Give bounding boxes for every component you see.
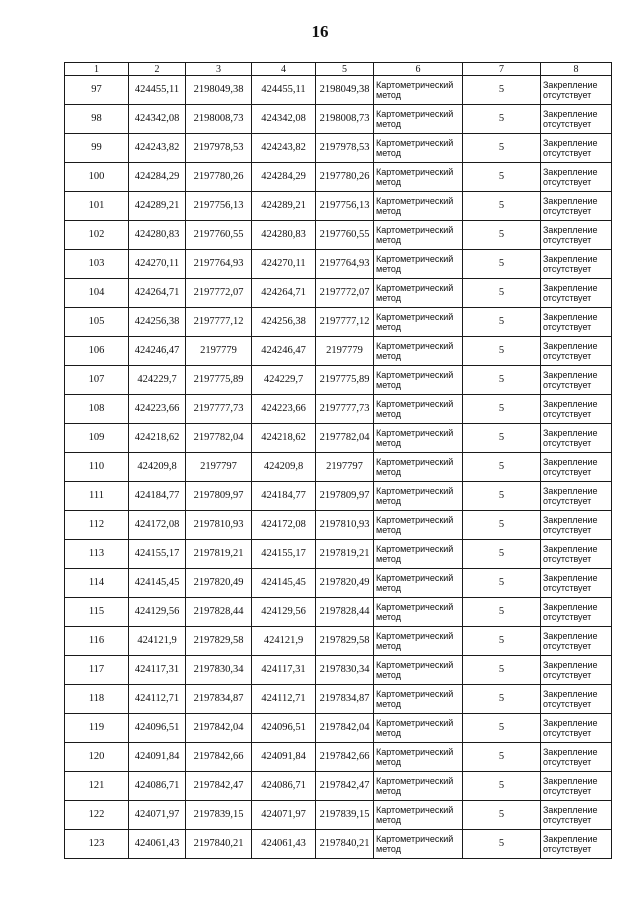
accuracy-cell: 5 <box>463 308 541 337</box>
x-coord-cell: 424455,11 <box>129 76 186 105</box>
x-coord-cell: 424145,45 <box>252 569 316 598</box>
method-cell: Картометрический метод <box>374 366 463 395</box>
table-row <box>65 163 612 192</box>
x-coord-cell: 424342,08 <box>129 105 186 134</box>
method-cell: Картометрический метод <box>374 105 463 134</box>
point-number-cell: 102 <box>65 221 129 250</box>
fixation-cell: Закрепление отсутствует <box>541 656 612 685</box>
x-coord-cell: 424086,71 <box>129 772 186 801</box>
x-coord-cell: 424223,66 <box>252 395 316 424</box>
x-coord-cell: 424218,62 <box>252 424 316 453</box>
fixation-cell: Закрепление отсутствует <box>541 482 612 511</box>
y-coord-cell: 2197810,93 <box>316 511 374 540</box>
table-row <box>65 395 612 424</box>
fixation-cell: Закрепление отсутствует <box>541 830 612 859</box>
point-number-cell: 99 <box>65 134 129 163</box>
table-row <box>65 656 612 685</box>
table-row <box>65 308 612 337</box>
x-coord-cell: 424209,8 <box>129 453 186 482</box>
point-number-cell: 123 <box>65 830 129 859</box>
fixation-cell: Закрепление отсутствует <box>541 743 612 772</box>
y-coord-cell: 2197772,07 <box>186 279 252 308</box>
x-coord-cell: 424061,43 <box>252 830 316 859</box>
method-cell: Картометрический метод <box>374 598 463 627</box>
method-cell: Картометрический метод <box>374 772 463 801</box>
y-coord-cell: 2197780,26 <box>186 163 252 192</box>
fixation-cell: Закрепление отсутствует <box>541 685 612 714</box>
method-cell: Картометрический метод <box>374 714 463 743</box>
table-row <box>65 627 612 656</box>
y-coord-cell: 2197842,66 <box>186 743 252 772</box>
x-coord-cell: 424223,66 <box>129 395 186 424</box>
fixation-cell: Закрепление отсутствует <box>541 453 612 482</box>
method-cell: Картометрический метод <box>374 656 463 685</box>
y-coord-cell: 2197772,07 <box>316 279 374 308</box>
method-cell: Картометрический метод <box>374 540 463 569</box>
accuracy-cell: 5 <box>463 76 541 105</box>
x-coord-cell: 424096,51 <box>252 714 316 743</box>
header-col-6: 6 <box>374 63 463 76</box>
point-number-cell: 104 <box>65 279 129 308</box>
y-coord-cell: 2197829,58 <box>186 627 252 656</box>
y-coord-cell: 2197842,47 <box>186 772 252 801</box>
x-coord-cell: 424280,83 <box>129 221 186 250</box>
y-coord-cell: 2197780,26 <box>316 163 374 192</box>
accuracy-cell: 5 <box>463 540 541 569</box>
fixation-cell: Закрепление отсутствует <box>541 192 612 221</box>
point-number-cell: 103 <box>65 250 129 279</box>
y-coord-cell: 2198008,73 <box>186 105 252 134</box>
x-coord-cell: 424243,82 <box>129 134 186 163</box>
y-coord-cell: 2197760,55 <box>186 221 252 250</box>
y-coord-cell: 2197842,04 <box>316 714 374 743</box>
point-number-cell: 114 <box>65 569 129 598</box>
accuracy-cell: 5 <box>463 192 541 221</box>
point-number-cell: 122 <box>65 801 129 830</box>
fixation-cell: Закрепление отсутствует <box>541 163 612 192</box>
method-cell: Картометрический метод <box>374 685 463 714</box>
point-number-cell: 106 <box>65 337 129 366</box>
y-coord-cell: 2197756,13 <box>186 192 252 221</box>
x-coord-cell: 424121,9 <box>129 627 186 656</box>
accuracy-cell: 5 <box>463 656 541 685</box>
y-coord-cell: 2197777,73 <box>186 395 252 424</box>
table-row <box>65 76 612 105</box>
point-number-cell: 105 <box>65 308 129 337</box>
method-cell: Картометрический метод <box>374 337 463 366</box>
table-row <box>65 511 612 540</box>
x-coord-cell: 424209,8 <box>252 453 316 482</box>
table-row <box>65 424 612 453</box>
fixation-cell: Закрепление отсутствует <box>541 801 612 830</box>
method-cell: Картометрический метод <box>374 279 463 308</box>
x-coord-cell: 424264,71 <box>129 279 186 308</box>
x-coord-cell: 424145,45 <box>129 569 186 598</box>
accuracy-cell: 5 <box>463 627 541 656</box>
table-row <box>65 482 612 511</box>
point-number-cell: 120 <box>65 743 129 772</box>
fixation-cell: Закрепление отсутствует <box>541 424 612 453</box>
y-coord-cell: 2197777,73 <box>316 395 374 424</box>
accuracy-cell: 5 <box>463 105 541 134</box>
header-row <box>65 63 612 76</box>
table-row <box>65 453 612 482</box>
y-coord-cell: 2197797 <box>316 453 374 482</box>
y-coord-cell: 2197839,15 <box>316 801 374 830</box>
x-coord-cell: 424121,9 <box>252 627 316 656</box>
x-coord-cell: 424091,84 <box>129 743 186 772</box>
fixation-cell: Закрепление отсутствует <box>541 511 612 540</box>
accuracy-cell: 5 <box>463 743 541 772</box>
y-coord-cell: 2198049,38 <box>186 76 252 105</box>
table-row <box>65 105 612 134</box>
x-coord-cell: 424229,7 <box>252 366 316 395</box>
x-coord-cell: 424061,43 <box>129 830 186 859</box>
table-row <box>65 540 612 569</box>
y-coord-cell: 2197830,34 <box>186 656 252 685</box>
y-coord-cell: 2198049,38 <box>316 76 374 105</box>
y-coord-cell: 2197834,87 <box>186 685 252 714</box>
fixation-cell: Закрепление отсутствует <box>541 627 612 656</box>
y-coord-cell: 2197978,53 <box>186 134 252 163</box>
x-coord-cell: 424096,51 <box>129 714 186 743</box>
table-row <box>65 279 612 308</box>
accuracy-cell: 5 <box>463 511 541 540</box>
point-number-cell: 100 <box>65 163 129 192</box>
accuracy-cell: 5 <box>463 685 541 714</box>
fixation-cell: Закрепление отсутствует <box>541 221 612 250</box>
table-row <box>65 221 612 250</box>
x-coord-cell: 424071,97 <box>129 801 186 830</box>
y-coord-cell: 2197777,12 <box>316 308 374 337</box>
x-coord-cell: 424172,08 <box>252 511 316 540</box>
x-coord-cell: 424071,97 <box>252 801 316 830</box>
header-col-4: 4 <box>252 63 316 76</box>
fixation-cell: Закрепление отсутствует <box>541 714 612 743</box>
header-col-7: 7 <box>463 63 541 76</box>
x-coord-cell: 424229,7 <box>129 366 186 395</box>
y-coord-cell: 2197819,21 <box>186 540 252 569</box>
y-coord-cell: 2197760,55 <box>316 221 374 250</box>
x-coord-cell: 424289,21 <box>129 192 186 221</box>
header-col-1: 1 <box>65 63 129 76</box>
y-coord-cell: 2197820,49 <box>316 569 374 598</box>
fixation-cell: Закрепление отсутствует <box>541 540 612 569</box>
fixation-cell: Закрепление отсутствует <box>541 337 612 366</box>
method-cell: Картометрический метод <box>374 482 463 511</box>
fixation-cell: Закрепление отсутствует <box>541 308 612 337</box>
y-coord-cell: 2197756,13 <box>316 192 374 221</box>
fixation-cell: Закрепление отсутствует <box>541 134 612 163</box>
y-coord-cell: 2197809,97 <box>186 482 252 511</box>
method-cell: Картометрический метод <box>374 308 463 337</box>
page-number: 16 <box>311 22 329 41</box>
y-coord-cell: 2197840,21 <box>316 830 374 859</box>
x-coord-cell: 424280,83 <box>252 221 316 250</box>
y-coord-cell: 2197775,89 <box>316 366 374 395</box>
fixation-cell: Закрепление отсутствует <box>541 76 612 105</box>
point-number-cell: 116 <box>65 627 129 656</box>
point-number-cell: 107 <box>65 366 129 395</box>
y-coord-cell: 2197820,49 <box>186 569 252 598</box>
y-coord-cell: 2197842,04 <box>186 714 252 743</box>
point-number-cell: 117 <box>65 656 129 685</box>
accuracy-cell: 5 <box>463 337 541 366</box>
x-coord-cell: 424270,11 <box>129 250 186 279</box>
x-coord-cell: 424256,38 <box>129 308 186 337</box>
point-number-cell: 118 <box>65 685 129 714</box>
accuracy-cell: 5 <box>463 598 541 627</box>
method-cell: Картометрический метод <box>374 76 463 105</box>
fixation-cell: Закрепление отсутствует <box>541 569 612 598</box>
y-coord-cell: 2197828,44 <box>316 598 374 627</box>
accuracy-cell: 5 <box>463 395 541 424</box>
y-coord-cell: 2197764,93 <box>316 250 374 279</box>
x-coord-cell: 424091,84 <box>252 743 316 772</box>
point-number-cell: 115 <box>65 598 129 627</box>
y-coord-cell: 2197829,58 <box>316 627 374 656</box>
point-number-cell: 121 <box>65 772 129 801</box>
table-body <box>65 76 612 859</box>
point-number-cell: 113 <box>65 540 129 569</box>
table-row <box>65 685 612 714</box>
table-header <box>65 63 612 76</box>
point-number-cell: 101 <box>65 192 129 221</box>
y-coord-cell: 2197782,04 <box>316 424 374 453</box>
y-coord-cell: 2197775,89 <box>186 366 252 395</box>
x-coord-cell: 424246,47 <box>129 337 186 366</box>
header-col-5: 5 <box>316 63 374 76</box>
accuracy-cell: 5 <box>463 772 541 801</box>
table-row <box>65 134 612 163</box>
x-coord-cell: 424218,62 <box>129 424 186 453</box>
point-number-cell: 119 <box>65 714 129 743</box>
accuracy-cell: 5 <box>463 163 541 192</box>
header-col-2: 2 <box>129 63 186 76</box>
method-cell: Картометрический метод <box>374 134 463 163</box>
method-cell: Картометрический метод <box>374 627 463 656</box>
x-coord-cell: 424342,08 <box>252 105 316 134</box>
accuracy-cell: 5 <box>463 221 541 250</box>
x-coord-cell: 424086,71 <box>252 772 316 801</box>
x-coord-cell: 424117,31 <box>129 656 186 685</box>
method-cell: Картометрический метод <box>374 395 463 424</box>
accuracy-cell: 5 <box>463 830 541 859</box>
accuracy-cell: 5 <box>463 714 541 743</box>
x-coord-cell: 424129,56 <box>129 598 186 627</box>
x-coord-cell: 424289,21 <box>252 192 316 221</box>
method-cell: Картометрический метод <box>374 221 463 250</box>
method-cell: Картометрический метод <box>374 830 463 859</box>
y-coord-cell: 2197828,44 <box>186 598 252 627</box>
fixation-cell: Закрепление отсутствует <box>541 772 612 801</box>
accuracy-cell: 5 <box>463 134 541 163</box>
point-number-cell: 97 <box>65 76 129 105</box>
table-row <box>65 250 612 279</box>
method-cell: Картометрический метод <box>374 569 463 598</box>
y-coord-cell: 2197840,21 <box>186 830 252 859</box>
x-coord-cell: 424256,38 <box>252 308 316 337</box>
y-coord-cell: 2197830,34 <box>316 656 374 685</box>
table-row <box>65 569 612 598</box>
y-coord-cell: 2197978,53 <box>316 134 374 163</box>
table-row <box>65 598 612 627</box>
header-col-3: 3 <box>186 63 252 76</box>
method-cell: Картометрический метод <box>374 801 463 830</box>
accuracy-cell: 5 <box>463 366 541 395</box>
x-coord-cell: 424112,71 <box>129 685 186 714</box>
method-cell: Картометрический метод <box>374 163 463 192</box>
method-cell: Картометрический метод <box>374 743 463 772</box>
x-coord-cell: 424284,29 <box>252 163 316 192</box>
x-coord-cell: 424184,77 <box>129 482 186 511</box>
x-coord-cell: 424129,56 <box>252 598 316 627</box>
point-number-cell: 110 <box>65 453 129 482</box>
fixation-cell: Закрепление отсутствует <box>541 105 612 134</box>
fixation-cell: Закрепление отсутствует <box>541 598 612 627</box>
method-cell: Картометрический метод <box>374 424 463 453</box>
x-coord-cell: 424246,47 <box>252 337 316 366</box>
x-coord-cell: 424155,17 <box>252 540 316 569</box>
point-number-cell: 109 <box>65 424 129 453</box>
method-cell: Картометрический метод <box>374 453 463 482</box>
table-row <box>65 192 612 221</box>
accuracy-cell: 5 <box>463 279 541 308</box>
x-coord-cell: 424184,77 <box>252 482 316 511</box>
x-coord-cell: 424172,08 <box>129 511 186 540</box>
fixation-cell: Закрепление отсутствует <box>541 395 612 424</box>
table-row <box>65 743 612 772</box>
method-cell: Картометрический метод <box>374 511 463 540</box>
x-coord-cell: 424112,71 <box>252 685 316 714</box>
y-coord-cell: 2197839,15 <box>186 801 252 830</box>
y-coord-cell: 2197810,93 <box>186 511 252 540</box>
accuracy-cell: 5 <box>463 424 541 453</box>
table-row <box>65 337 612 366</box>
y-coord-cell: 2197842,66 <box>316 743 374 772</box>
accuracy-cell: 5 <box>463 801 541 830</box>
x-coord-cell: 424243,82 <box>252 134 316 163</box>
y-coord-cell: 2197809,97 <box>316 482 374 511</box>
table-row <box>65 801 612 830</box>
accuracy-cell: 5 <box>463 453 541 482</box>
y-coord-cell: 2197834,87 <box>316 685 374 714</box>
point-number-cell: 98 <box>65 105 129 134</box>
x-coord-cell: 424270,11 <box>252 250 316 279</box>
y-coord-cell: 2197782,04 <box>186 424 252 453</box>
table-row <box>65 772 612 801</box>
table-row <box>65 714 612 743</box>
method-cell: Картометрический метод <box>374 250 463 279</box>
y-coord-cell: 2197842,47 <box>316 772 374 801</box>
y-coord-cell: 2197779 <box>316 337 374 366</box>
coordinates-table <box>64 62 612 859</box>
fixation-cell: Закрепление отсутствует <box>541 279 612 308</box>
x-coord-cell: 424155,17 <box>129 540 186 569</box>
method-cell: Картометрический метод <box>374 192 463 221</box>
x-coord-cell: 424264,71 <box>252 279 316 308</box>
y-coord-cell: 2197779 <box>186 337 252 366</box>
y-coord-cell: 2197797 <box>186 453 252 482</box>
y-coord-cell: 2197764,93 <box>186 250 252 279</box>
accuracy-cell: 5 <box>463 482 541 511</box>
table-row <box>65 366 612 395</box>
point-number-cell: 108 <box>65 395 129 424</box>
x-coord-cell: 424455,11 <box>252 76 316 105</box>
accuracy-cell: 5 <box>463 250 541 279</box>
fixation-cell: Закрепление отсутствует <box>541 250 612 279</box>
x-coord-cell: 424117,31 <box>252 656 316 685</box>
header-col-8: 8 <box>541 63 612 76</box>
point-number-cell: 112 <box>65 511 129 540</box>
fixation-cell: Закрепление отсутствует <box>541 366 612 395</box>
point-number-cell: 111 <box>65 482 129 511</box>
table-row <box>65 830 612 859</box>
y-coord-cell: 2198008,73 <box>316 105 374 134</box>
y-coord-cell: 2197777,12 <box>186 308 252 337</box>
x-coord-cell: 424284,29 <box>129 163 186 192</box>
y-coord-cell: 2197819,21 <box>316 540 374 569</box>
accuracy-cell: 5 <box>463 569 541 598</box>
